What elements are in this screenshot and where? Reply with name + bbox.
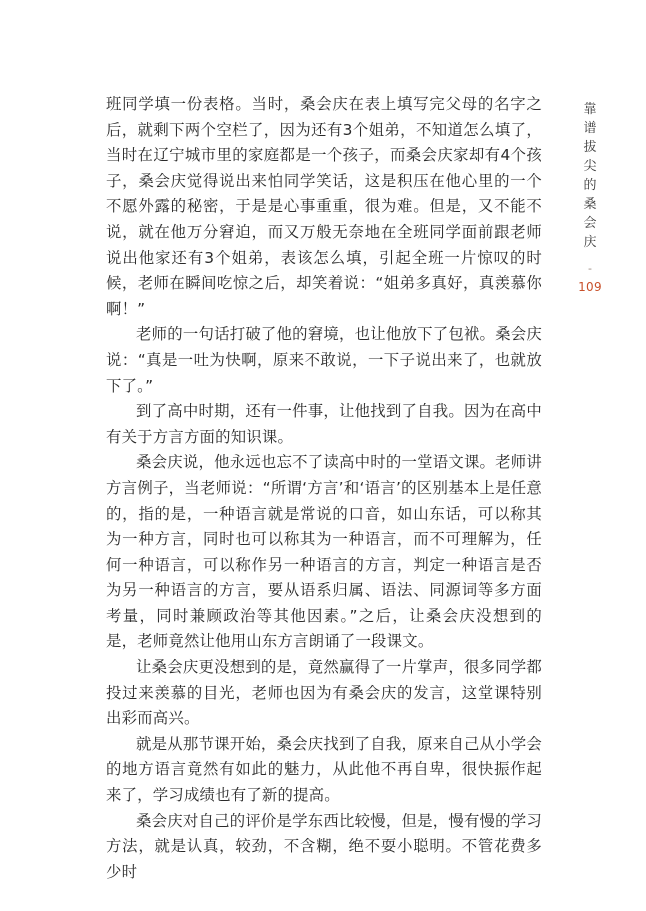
paragraph: 就是从那节课开始，桑会庆找到了自我，原来自己从小学会的地方语言竟然有如此的魅力，从此他不再自卑，很快振作起来了，学习成绩也有了新的提高。 [106,734,542,805]
paragraph: 让桑会庆更没想到的是，竟然赢得了一片掌声，很多同学都投过来羡慕的目光，老师也因为有桑会庆的发言，这堂课特别出彩而高兴。 [106,658,542,728]
separator: - [588,262,592,275]
running-header-sidebar [577,100,603,294]
page-number: 109 [578,280,602,294]
body-text [106,92,542,885]
paragraph: 桑会庆对自己的评价是学东西比较慢，但是，慢有慢的学习方法，就是认真，较劲，不含糊，绝不耍小聪明。不管花费多少时 [106,811,542,881]
paragraph: 到了高中时期，还有一件事，让他找到了自我。因为在高中有关于方言方面的知识课。 [106,402,542,446]
chapter-title-vertical: 靠谱拔尖的桑会庆 [583,102,597,250]
paragraph: 桑会庆说，他永远也忘不了读高中时的一堂语文课。老师讲方言例子，当老师说：“所谓‘方言’和‘语言’的区别基本上是任意的，指的是，一种语言就是常说的口音，如山东话，可以称其为一种方言，同时也可以称其为一种语言，而不可理解为，任何一种语言，可以称作另一种语言的方言，判定一种语言是否为另一种语言的方言，要从语系归属、语法、同源词等多方面考量，同时兼顾政治等其他因素。”之后，让桑会庆没想到的是，老师竟然让他用山东方言朗诵了一段课文。 [106,453,542,651]
paragraph: 老师的一句话打破了他的窘境，也让他放下了包袱。桑会庆说：“真是一吐为快啊，原来不敢说，一下子说出来了，也就放下了。” [106,325,542,395]
paragraph-continued: 班同学填一份表格。当时，桑会庆在表上填写完父母的名字之后，就剩下两个空栏了，因为还有3个姐弟，不知道怎么填了，当时在辽宁城市里的家庭都是一个孩子，而桑会庆家却有4个孩子，桑会庆觉得说出来怕同学笑话，这是积压在他心里的一个不愿外露的秘密，于是是心事重重，很为难。但是，又不能不说，就在他万分窘迫，而又万般无奈地在全班同学面前跟老师说出他家还有3个姐弟，表该怎么填，引起全班一片惊叹的时候，老师在瞬间吃惊之后，却笑着说：“姐弟多真好，真羡慕你啊！” [106,95,542,318]
